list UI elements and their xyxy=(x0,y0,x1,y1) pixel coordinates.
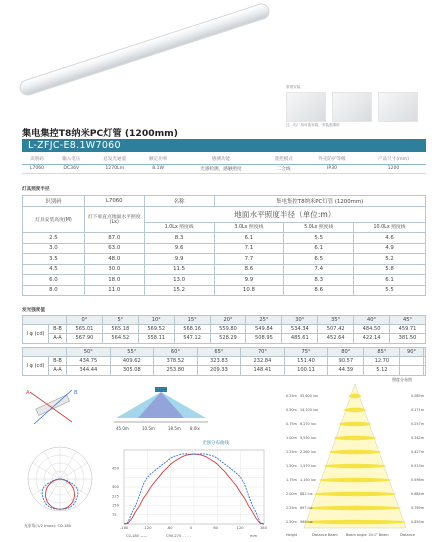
cone-label: 0.427m xyxy=(410,450,424,454)
spec-header: 外壳防护等级 xyxy=(303,155,361,164)
illuminance-cell: 3.0 xyxy=(23,243,85,254)
illuminance-cell: 4.5 xyxy=(23,264,85,275)
intensity-section-title: 发光强度值 xyxy=(22,308,45,313)
curve-x-unit: mm xyxy=(250,534,258,538)
product-image-tube xyxy=(18,1,272,97)
curve-x-tick: 0 xyxy=(190,526,193,530)
intensity-angle: 50° xyxy=(67,348,111,357)
name-label: 名称 xyxy=(144,196,214,207)
sub-header: 1.0Lx 照度线 xyxy=(144,222,214,233)
thumb-note-2: 注：出厂均可选安装，安装需要时 xyxy=(286,123,340,127)
intensity-corner xyxy=(23,348,67,357)
cone-label: 2.00m xyxy=(286,492,297,496)
illuminance-cell: 9.9 xyxy=(144,254,214,265)
intensity-angle: 5° xyxy=(102,316,138,325)
cone-label: 0.342m xyxy=(410,436,424,440)
illuminance-cell: 6.1 xyxy=(214,233,284,244)
illuminance-row xyxy=(23,285,426,296)
polar-distribution-diagram xyxy=(22,435,100,539)
spec-header: 输入电压 xyxy=(52,155,91,164)
intensity-value xyxy=(423,357,425,366)
intensity-row xyxy=(23,366,426,375)
intensity-value: 507.42 xyxy=(318,325,354,334)
illuminance-cell: 6.0 xyxy=(23,275,85,286)
cone-footer: Distance Beam xyxy=(312,533,338,537)
illuminance-row xyxy=(23,233,426,244)
intensity-unit: I φ (cd) xyxy=(23,357,49,375)
intensity-angle: 30° xyxy=(282,316,318,325)
spec-value: 8.1W xyxy=(139,164,178,173)
intensity-value: 253.80 xyxy=(154,366,198,375)
code-value: L7060 xyxy=(84,196,144,207)
intensity-value: 434.75 xyxy=(67,357,111,366)
intensity-angle: 85° xyxy=(364,348,400,357)
illuminance-row xyxy=(23,254,426,265)
spec-value: DC36V xyxy=(52,164,91,173)
illuminance-cone-diagram xyxy=(284,376,426,540)
intensity-value: 452.64 xyxy=(318,334,354,343)
intensity-value: 344.44 xyxy=(67,366,111,375)
intensity-value xyxy=(400,366,423,375)
illuminance-cell: 5.5 xyxy=(284,233,354,244)
intensity-angle-row xyxy=(23,348,426,357)
cone-label: 1.75m xyxy=(286,478,297,482)
cone-label: 0.75m xyxy=(286,422,297,426)
illuminance-cell: 8.0 xyxy=(23,285,85,296)
illuminance-cell: 8.6 xyxy=(284,285,354,296)
cone-spot xyxy=(309,506,401,510)
cone-label: 3,530 lux xyxy=(300,436,316,440)
intensity-angle: 60° xyxy=(154,348,198,357)
intensity-value: 381.50 xyxy=(390,334,426,343)
intensity-value: 422.14 xyxy=(354,334,390,343)
intensity-value: 534.34 xyxy=(282,325,318,334)
cone-spot xyxy=(334,436,376,440)
intensity-value: 568.16 xyxy=(174,325,210,334)
beam-label: 18.5m xyxy=(168,426,181,431)
illuminance-cell: 13.0 xyxy=(144,275,214,286)
intensity-angle: 80° xyxy=(328,348,364,357)
thumb-image-1 xyxy=(286,92,326,122)
illuminance-row xyxy=(23,275,426,286)
illuminance-cell: 7.4 xyxy=(284,264,354,275)
col-header-illum: 灯下垂直点地面水平照度(Lx) xyxy=(84,206,144,233)
illuminance-section-title: 灯具照度半径 xyxy=(22,187,50,192)
spec-table xyxy=(22,155,426,174)
intensity-angle: 15° xyxy=(174,316,210,325)
intensity-value: 209.33 xyxy=(197,366,241,375)
spec-header: 产品尺寸(mm) xyxy=(361,155,426,164)
tube-icon xyxy=(36,395,70,416)
illuminance-cell: 8.3 xyxy=(284,275,354,286)
cone-label: 55,600 lux xyxy=(300,394,319,398)
intensity-value xyxy=(423,366,425,375)
intensity-value: 565.18 xyxy=(102,325,138,334)
cone-spot xyxy=(344,408,366,412)
illuminance-cell: 63.0 xyxy=(84,243,144,254)
illuminance-cell: 9.9 xyxy=(214,275,284,286)
intensity-value: 549.84 xyxy=(246,325,282,334)
intensity-angle: 10° xyxy=(138,316,174,325)
illuminance-cell: 6.1 xyxy=(354,275,426,286)
illum-dist-title: 照度分布图 xyxy=(392,377,412,382)
code-label: 识别码 xyxy=(23,196,85,207)
illuminance-cell: 2.5 xyxy=(23,233,85,244)
luminaire-icon xyxy=(155,387,167,392)
cone-label: 1.25m xyxy=(286,450,297,454)
intensity-value: 378.52 xyxy=(154,357,198,366)
illuminance-cell: 9.6 xyxy=(144,243,214,254)
intensity-angle: 40° xyxy=(354,316,390,325)
intensity-value: 44.39 xyxy=(328,366,364,375)
axis-b-label: B xyxy=(74,390,78,396)
cone-label: 0.598m xyxy=(410,478,424,482)
intensity-angle xyxy=(423,348,425,357)
cone-footer: Beam angle: 24.1° Beam xyxy=(346,533,389,537)
beam-label: 10.5m xyxy=(142,426,155,431)
spec-value: 1270Lm xyxy=(91,164,139,173)
intensity-value: 547.12 xyxy=(174,334,210,343)
curve-y-tick: 450 xyxy=(112,466,119,471)
cone-label: 0.257m xyxy=(410,422,424,426)
curve-x-tick: 180 xyxy=(260,526,267,530)
spec-value: 1200 xyxy=(361,164,426,173)
cone-label: 0.855m xyxy=(410,520,424,524)
name-value: 集电集控T8纳米PC灯管 (1200mm) xyxy=(214,196,426,207)
curve-x-tick: 120 xyxy=(236,526,244,530)
intensity-table-b xyxy=(22,347,426,376)
illuminance-cell: 5.2 xyxy=(354,254,426,265)
intensity-angle: 25° xyxy=(246,316,282,325)
cone-label: 14,100 lux xyxy=(300,408,319,412)
intensity-value: 459.71 xyxy=(390,325,426,334)
illuminance-cell: 10.8 xyxy=(214,285,284,296)
intensity-angle: 0° xyxy=(67,316,103,325)
intensity-angle: 70° xyxy=(241,348,285,357)
intensity-plane: B-B xyxy=(49,357,67,366)
curve-x-tick: 60 xyxy=(213,526,218,530)
illuminance-cell: 11.5 xyxy=(144,264,214,275)
illuminance-cell: 8.6 xyxy=(214,264,284,275)
curve-y-tick: 300 xyxy=(112,485,119,490)
illuminance-table xyxy=(22,195,426,296)
intensity-unit: I φ (cd) xyxy=(23,325,49,343)
intensity-row xyxy=(23,334,426,343)
cone-spot xyxy=(324,464,386,468)
intensity-value: 564.52 xyxy=(102,334,138,343)
legend-c90: C90-270 - - - - xyxy=(166,534,191,538)
intensity-value: 148.41 xyxy=(241,366,285,375)
intensity-angle: 65° xyxy=(197,348,241,357)
cone-label: 1,570 lux xyxy=(300,464,316,468)
cone-label: 0.085m xyxy=(410,394,424,398)
intensity-value: 485.61 xyxy=(282,334,318,343)
cone-label: 0.171m xyxy=(410,408,424,412)
intensity-row xyxy=(23,357,426,366)
intensity-angle: 35° xyxy=(318,316,354,325)
cone-label: 0.50m xyxy=(286,408,297,412)
curve-x-tick: -120 xyxy=(143,526,152,530)
spec-header: 遥控模式 xyxy=(264,155,303,164)
illuminance-cell: 7.7 xyxy=(214,254,284,265)
cone-spot xyxy=(319,478,391,482)
intensity-curve-chart xyxy=(110,438,278,540)
thumb-image-3 xyxy=(378,92,418,122)
cone-label: 2.25m xyxy=(286,506,297,510)
cone-spot xyxy=(304,520,406,524)
curve-y-tick: 150 xyxy=(112,503,119,508)
intensity-value: 12.70 xyxy=(364,357,400,366)
spec-header: 额定功率 xyxy=(139,155,178,164)
thumb-image-2 xyxy=(332,92,372,122)
polar-caption: 光束角(1/2 Imax): C0-180 xyxy=(24,523,72,528)
intensity-value xyxy=(400,357,423,366)
intensity-row xyxy=(23,325,426,334)
cone-label: 697 lux xyxy=(300,506,313,510)
illuminance-cell: 3.5 xyxy=(23,254,85,265)
intensity-value: 565.01 xyxy=(67,325,103,334)
illuminance-cell: 6.1 xyxy=(284,243,354,254)
intensity-angle: 75° xyxy=(284,348,328,357)
intensity-value: 558.11 xyxy=(138,334,174,343)
illuminance-cell: 18.0 xyxy=(84,275,144,286)
sub-header: 10.0Lx 照度线 xyxy=(354,222,426,233)
illuminance-cell: 8.3 xyxy=(144,233,214,244)
curve-x-tick: -180 xyxy=(120,526,129,530)
cone-spot xyxy=(339,422,371,426)
cone-spot xyxy=(329,450,381,454)
illuminance-row xyxy=(23,243,426,254)
sub-header: 3.0Lx 照度线 xyxy=(214,222,284,233)
illuminance-cell: 48.0 xyxy=(84,254,144,265)
illuminance-cell: 5.5 xyxy=(354,285,426,296)
intensity-value: 409.62 xyxy=(110,357,154,366)
cone-label: 0.513m xyxy=(410,464,424,468)
illuminance-cell: 87.0 xyxy=(84,233,144,244)
intensity-value: 5.12 xyxy=(364,366,400,375)
cone-spot xyxy=(314,492,396,496)
intensity-corner xyxy=(23,316,67,325)
illuminance-cell: 4.9 xyxy=(354,243,426,254)
intensity-value: 323.83 xyxy=(197,357,241,366)
axis-a-label: A xyxy=(26,390,30,396)
spec-value: 二合线 xyxy=(264,164,303,173)
illuminance-cell: 11.0 xyxy=(84,285,144,296)
illuminance-cell: 30.0 xyxy=(84,264,144,275)
illuminance-cell: 5.8 xyxy=(354,264,426,275)
intensity-angle: 20° xyxy=(210,316,246,325)
curve-y-tick: 225 xyxy=(112,494,119,499)
illuminance-cell: 7.1 xyxy=(214,243,284,254)
sub-header: 5.0Lx 照度线 xyxy=(284,222,354,233)
intensity-angle-row xyxy=(23,316,426,325)
col-header-height: 灯具安装高度(M) xyxy=(23,206,85,233)
cone-label: 882 lux xyxy=(300,492,313,496)
model-bar: L-ZFJC-E8.1W7060 xyxy=(22,139,426,152)
orientation-diagram xyxy=(22,384,82,434)
spec-header: 感测功能 xyxy=(178,155,265,164)
intensity-plane: A-A xyxy=(49,366,67,375)
intensity-plane: A-A xyxy=(49,334,67,343)
legend-c0: C0-180 —— xyxy=(126,534,148,538)
intensity-value: 567.90 xyxy=(67,334,103,343)
illuminance-cell: 15.2 xyxy=(144,285,214,296)
thumb-note-1: 常规安装 xyxy=(286,85,301,89)
product-thumbnails xyxy=(286,85,424,130)
cone-label: 565 lux xyxy=(300,520,313,524)
illuminance-row xyxy=(23,264,426,275)
cone-spot xyxy=(349,394,361,398)
intensity-value: 508.95 xyxy=(246,334,282,343)
intensity-value: 559.80 xyxy=(210,325,246,334)
beam-label: 8.0lx xyxy=(190,426,200,431)
cone-footer: Distance xyxy=(400,533,415,537)
illuminance-cell: 4.6 xyxy=(354,233,426,244)
cone-label: 1,150 lux xyxy=(300,478,316,482)
spec-header: 总发光通量 xyxy=(91,155,139,164)
cone-label: 2.50m xyxy=(286,520,297,524)
spec-header: 识别码 xyxy=(22,155,52,164)
cone-label: 0.769m xyxy=(410,506,424,510)
product-title: 集电集控T8纳米PC灯管 (1200mm) xyxy=(22,128,178,139)
intensity-table-a xyxy=(22,315,426,344)
cone-label: 0.684m xyxy=(410,492,424,496)
intensity-value: 100.11 xyxy=(284,366,328,375)
spec-value: L7060 xyxy=(22,164,52,173)
cone-label: 1.50m xyxy=(286,464,297,468)
cone-label: 1.00m xyxy=(286,436,297,440)
intensity-value: 528.29 xyxy=(210,334,246,343)
cone-label: 0.25m xyxy=(286,394,297,398)
intensity-value: 90.57 xyxy=(328,357,364,366)
cone-label: 6,270 lux xyxy=(300,422,316,426)
illuminance-cell: 6.5 xyxy=(284,254,354,265)
light-dist-title: 光强分布曲线 xyxy=(202,441,229,446)
intensity-plane: B-B xyxy=(49,325,67,334)
spec-value: 光感检测，感触照度 xyxy=(178,164,265,173)
intensity-value: 569.52 xyxy=(138,325,174,334)
intensity-value: 151.40 xyxy=(284,357,328,366)
intensity-angle: 45° xyxy=(390,316,426,325)
beam-spread-diagram xyxy=(110,384,210,436)
cone-label: 2,260 lux xyxy=(300,450,316,454)
group-header: 地面水平照度半径（单位:m） xyxy=(144,206,425,222)
intensity-angle: 90° xyxy=(400,348,423,357)
intensity-value: 484.50 xyxy=(354,325,390,334)
intensity-value: 305.08 xyxy=(110,366,154,375)
intensity-angle: 55° xyxy=(110,348,154,357)
curve-y-tick: 75 xyxy=(112,512,117,517)
cone-footer: Height xyxy=(286,533,298,537)
curve-x-tick: -60 xyxy=(166,526,173,530)
spec-value: IP30 xyxy=(303,164,361,173)
intensity-value: 232.84 xyxy=(241,357,285,366)
beam-label: 45.0m xyxy=(116,426,129,431)
